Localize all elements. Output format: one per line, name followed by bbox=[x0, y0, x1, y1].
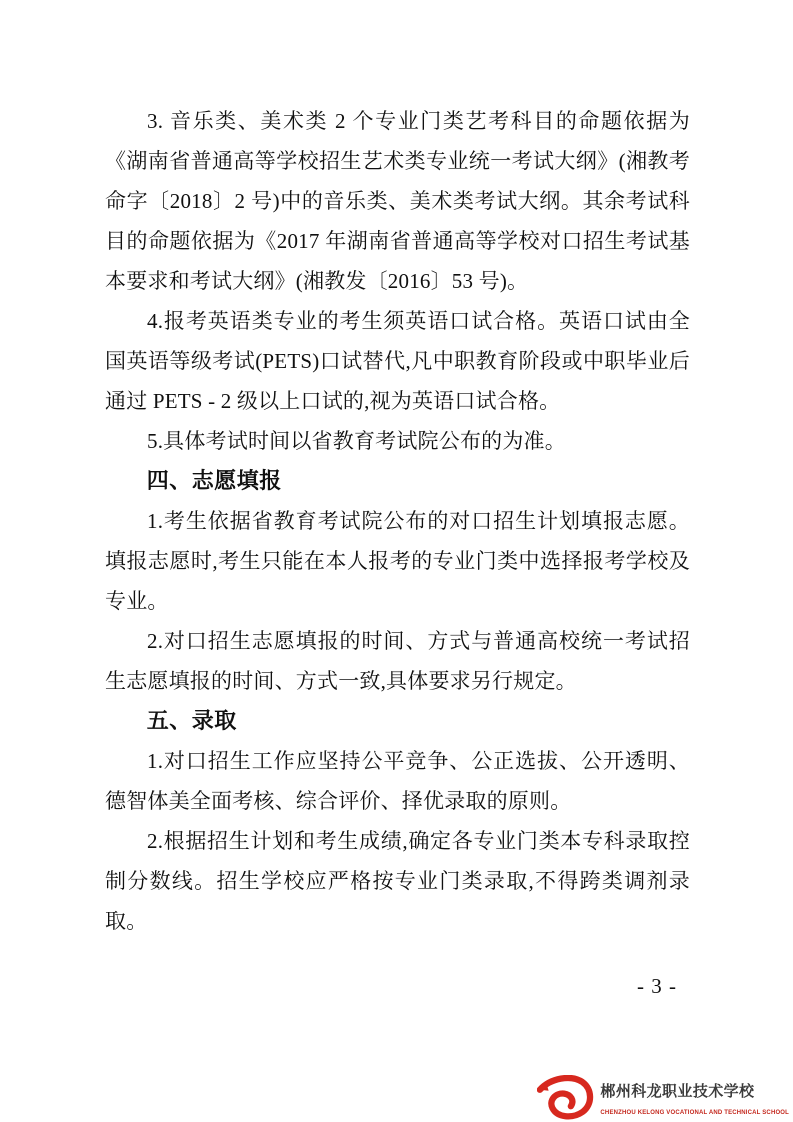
paragraph-admission-principle-2: 2.根据招生计划和考生成绩,确定各专业门类本专科录取控制分数线。招生学校应严格按专业门类录取,不得跨类调剂录取。 bbox=[105, 829, 690, 933]
section-heading-admission: 五、录取 bbox=[146, 708, 237, 733]
kelong-swirl-icon bbox=[537, 1075, 595, 1120]
document-body bbox=[105, 101, 690, 941]
section-heading-volunteer-filling: 四、志愿填报 bbox=[146, 468, 282, 493]
paragraph-english-oral-test: 4.报考英语类专业的考生须英语口试合格。英语口试由全国英语等级考试(PETS)口试替代,凡中职教育阶段或中职毕业后通过 PETS - 2 级以上口试的,视为英语口试合格。 bbox=[105, 309, 690, 413]
school-name-chinese: 郴州科龙职业技术学校 bbox=[600, 1083, 755, 1100]
paragraph-admission-principle-1: 1.对口招生工作应坚持公平竞争、公正选拔、公开透明、德智体美全面考核、综合评价、择优录取的原则。 bbox=[105, 749, 690, 813]
school-name-english: CHENZHOU KELONG VOCATIONAL AND TECHNICAL SCHOOL bbox=[600, 1110, 789, 1116]
page-number: - 3 - bbox=[637, 974, 677, 998]
paragraph-exam-time: 5.具体考试时间以省教育考试院公布的为准。 bbox=[147, 429, 566, 453]
paragraph-volunteer-rule-1: 1.考生依据省教育考试院公布的对口招生计划填报志愿。填报志愿时,考生只能在本人报考的专业门类中选择报考学校及专业。 bbox=[105, 509, 690, 613]
school-logo bbox=[537, 1075, 789, 1120]
paragraph-volunteer-rule-2: 2.对口招生志愿填报的时间、方式与普通高校统一考试招生志愿填报的时间、方式一致,具体要求另行规定。 bbox=[105, 629, 690, 693]
paragraph-art-exam-syllabus: 3. 音乐类、美术类 2 个专业门类艺考科目的命题依据为《湖南省普通高等学校招生艺术类专业统一考试大纲》(湘教考命字〔2018〕2 号)中的音乐类、美术类考试大纲。其余考试科目的命题依据为《2017 年湖南省普通高等学校对口招生考试基本要求和考试大纲》(湘教发〔2016〕53 号)。 bbox=[105, 109, 690, 293]
school-logo-text bbox=[600, 1082, 789, 1120]
